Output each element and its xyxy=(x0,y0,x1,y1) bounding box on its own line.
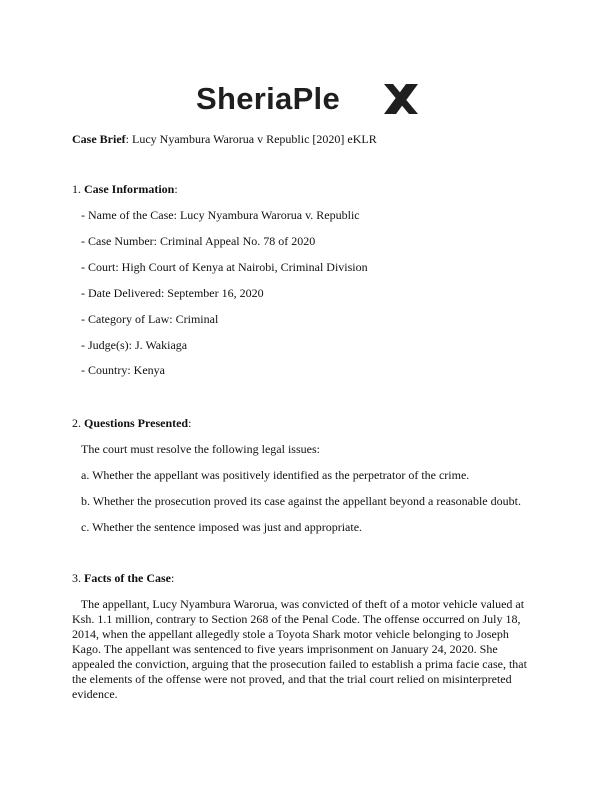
logo-wordmark: SheriaPle xyxy=(196,81,341,116)
case-info-item: - Category of Law: Criminal xyxy=(81,312,219,326)
questions-intro: The court must resolve the following legal issues: xyxy=(81,442,320,456)
sheriaplex-logo xyxy=(196,80,418,118)
case-info-item: - Court: High Court of Kenya at Nairobi, Criminal Division xyxy=(81,260,368,274)
case-info-item: - Country: Kenya xyxy=(81,363,165,377)
section-colon: : xyxy=(170,571,175,585)
section-number: 2. xyxy=(72,416,84,430)
facts-line: The appellant, Lucy Nyambura Warorua, was convicted of theft of a motor vehicle valued at xyxy=(72,597,525,611)
case-info-item: - Case Number: Criminal Appeal No. 78 of 2020 xyxy=(81,234,316,248)
facts-line: Ksh. 1.1 million, contrary to Section 268 of the Penal Code. The offense occurred on July 18, xyxy=(72,612,521,626)
question-item: a. Whether the appellant was positively identified as the perpetrator of the crime. xyxy=(81,468,470,482)
question-item: c. Whether the sentence imposed was just and appropriate. xyxy=(81,520,363,534)
facts-line: evidence. xyxy=(72,687,118,701)
facts-line: the elements of the offense were not proved, and that the trial court relied on misinterpreted xyxy=(72,672,512,686)
facts-line: appealed the conviction, arguing that the prosecution failed to establish a prima facie case, that xyxy=(72,657,527,671)
case-brief-line xyxy=(72,132,377,147)
facts-line: 2014, when the appellant allegedly stole a Toyota Shark motor vehicle belonging to Joseph xyxy=(72,627,509,641)
section-number: 3. xyxy=(72,571,84,585)
section-2-heading xyxy=(72,416,191,431)
section-title: Case Information xyxy=(84,182,175,196)
section-colon: : xyxy=(174,182,178,196)
section-1-heading xyxy=(72,182,178,197)
section-title: Facts of the Case xyxy=(84,571,171,585)
section-title: Questions Presented xyxy=(84,416,189,430)
case-brief-separator: : xyxy=(125,132,129,146)
facts-line: Kago. The appellant was sentenced to five years imprisonment on January 24, 2020. She xyxy=(72,642,498,656)
question-item: b. Whether the prosecution proved its case against the appellant beyond a reasonable doubt. xyxy=(81,494,521,508)
case-info-item: - Date Delivered: September 16, 2020 xyxy=(81,286,264,300)
section-colon: : xyxy=(188,416,192,430)
case-brief-label: Case Brief xyxy=(72,132,126,146)
section-number: 1. xyxy=(72,182,84,196)
section-3-heading xyxy=(72,571,174,586)
facts-paragraph xyxy=(72,597,542,702)
case-info-item: - Name of the Case: Lucy Nyambura Warorua v. Republic xyxy=(81,208,360,222)
case-info-item: - Judge(s): J. Wakiaga xyxy=(81,338,188,352)
logo-x-mark-icon xyxy=(384,84,418,114)
case-brief-text: Lucy Nyambura Warorua v Republic [2020] eKLR xyxy=(129,132,377,146)
